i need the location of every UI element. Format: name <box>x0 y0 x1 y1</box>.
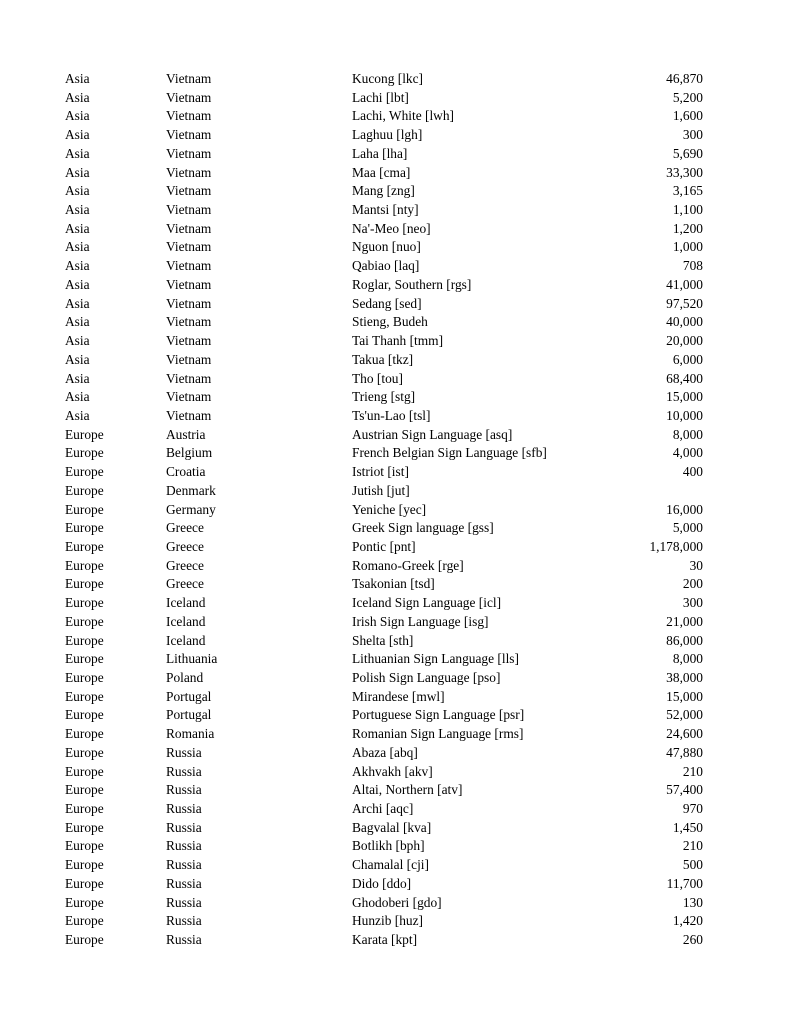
language-cell: Istriot [ist] <box>352 464 409 480</box>
country-cell: Russia <box>166 857 202 873</box>
continent-cell: Europe <box>65 464 104 480</box>
country-cell: Russia <box>166 932 202 948</box>
population-cell: 970 <box>682 801 703 817</box>
country-cell: Vietnam <box>166 276 212 292</box>
continent-cell: Europe <box>65 670 104 685</box>
continent-cell: Asia <box>65 258 90 274</box>
continent-cell: Asia <box>65 239 90 255</box>
continent-cell: Europe <box>65 445 104 461</box>
country-cell: Russia <box>166 894 202 910</box>
language-cell: Kucong [lkc] <box>352 71 424 86</box>
population-cell: 97,520 <box>666 295 703 311</box>
country-cell: Greece <box>166 538 204 554</box>
language-cell: Altai, Northern [atv] <box>352 782 463 798</box>
language-cell: Yeniche [yec] <box>352 501 427 517</box>
table-row <box>65 837 703 856</box>
population-cell: 400 <box>682 464 703 480</box>
table-row <box>65 632 703 651</box>
continent-cell: Asia <box>65 183 90 199</box>
continent-cell: Europe <box>65 632 104 648</box>
language-cell: Romanian Sign Language [rms] <box>352 726 524 742</box>
table-row <box>65 781 703 800</box>
continent-cell: Europe <box>65 857 104 873</box>
table-row <box>65 295 703 314</box>
continent-cell: Asia <box>65 295 90 311</box>
table-row <box>65 706 703 725</box>
table-row <box>65 332 703 351</box>
population-cell: 47,880 <box>666 744 703 760</box>
table-row <box>65 70 703 89</box>
continent-cell: Europe <box>65 707 104 723</box>
language-cell: Ts'un-Lao [tsl] <box>352 407 431 423</box>
population-cell: 708 <box>682 258 703 274</box>
table-row <box>65 220 703 239</box>
population-cell: 5,690 <box>672 145 703 161</box>
population-cell: 38,000 <box>666 670 703 685</box>
table-row <box>65 744 703 763</box>
table-row <box>65 407 703 426</box>
continent-cell: Asia <box>65 202 90 218</box>
language-cell: Lachi, White [lwh] <box>352 108 455 124</box>
population-cell: 8,000 <box>672 651 703 667</box>
table-row <box>65 107 703 126</box>
population-cell: 21,000 <box>666 613 703 629</box>
population-cell: 41,000 <box>666 276 703 292</box>
country-cell: Vietnam <box>166 71 212 86</box>
continent-cell: Asia <box>65 276 90 292</box>
language-cell: French Belgian Sign Language [sfb] <box>352 445 547 461</box>
population-cell: 15,000 <box>666 389 703 405</box>
population-cell: 1,000 <box>672 239 703 255</box>
population-cell: 1,420 <box>672 913 703 929</box>
continent-cell: Europe <box>65 520 104 536</box>
language-cell: Mang [zng] <box>352 183 415 199</box>
country-cell: Denmark <box>166 482 216 498</box>
population-cell: 30 <box>689 557 703 573</box>
language-cell: Stieng, Budeh <box>352 314 428 330</box>
country-cell: Russia <box>166 744 202 760</box>
continent-cell: Asia <box>65 71 90 86</box>
country-cell: Vietnam <box>166 89 212 105</box>
country-cell: Belgium <box>166 445 213 461</box>
population-cell: 260 <box>682 932 703 948</box>
country-cell: Croatia <box>166 464 206 480</box>
continent-cell: Europe <box>65 726 104 742</box>
population-cell: 6,000 <box>672 351 703 367</box>
continent-cell: Europe <box>65 595 104 611</box>
country-cell: Vietnam <box>166 351 212 367</box>
country-cell: Portugal <box>166 688 212 704</box>
continent-cell: Asia <box>65 89 90 105</box>
country-cell: Iceland <box>166 595 206 611</box>
table-row <box>65 164 703 183</box>
country-cell: Vietnam <box>166 183 212 199</box>
table-row <box>65 613 703 632</box>
language-cell: Takua [tkz] <box>352 351 414 367</box>
table-row <box>65 763 703 782</box>
table-row <box>65 650 703 669</box>
language-cell: Akhvakh [akv] <box>352 763 433 779</box>
population-cell: 57,400 <box>666 782 703 798</box>
population-cell: 10,000 <box>666 407 703 423</box>
language-cell: Greek Sign language [gss] <box>352 520 494 536</box>
country-cell: Vietnam <box>166 145 212 161</box>
table-row <box>65 856 703 875</box>
table-row <box>65 894 703 913</box>
language-cell: Dido [ddo] <box>352 875 412 891</box>
continent-cell: Europe <box>65 651 104 667</box>
continent-cell: Europe <box>65 819 104 835</box>
country-cell: Russia <box>166 819 202 835</box>
country-cell: Vietnam <box>166 220 212 236</box>
language-cell: Romano-Greek [rge] <box>352 557 464 573</box>
language-cell: Trieng [stg] <box>352 389 416 405</box>
continent-cell: Europe <box>65 613 104 629</box>
population-cell: 5,200 <box>672 89 703 105</box>
language-cell: Iceland Sign Language [icl] <box>352 595 502 611</box>
continent-cell: Asia <box>65 407 90 423</box>
country-cell: Vietnam <box>166 108 212 124</box>
language-cell: Karata [kpt] <box>352 932 418 948</box>
country-cell: Russia <box>166 913 202 929</box>
population-cell: 3,165 <box>672 183 703 199</box>
table-row <box>65 819 703 838</box>
continent-cell: Europe <box>65 763 104 779</box>
continent-cell: Europe <box>65 782 104 798</box>
population-cell: 86,000 <box>666 632 703 648</box>
country-cell: Portugal <box>166 707 212 723</box>
continent-cell: Europe <box>65 932 104 948</box>
language-cell: Maa [cma] <box>352 164 411 180</box>
country-cell: Iceland <box>166 632 206 648</box>
language-cell: Lithuanian Sign Language [lls] <box>352 651 519 667</box>
country-cell: Germany <box>166 501 216 517</box>
population-cell: 300 <box>682 127 703 143</box>
language-cell: Portuguese Sign Language [psr] <box>352 707 525 723</box>
population-cell: 24,600 <box>666 726 703 742</box>
table-row <box>65 257 703 276</box>
language-cell: Ghodoberi [gdo] <box>352 894 442 910</box>
population-cell: 68,400 <box>666 370 703 386</box>
table-row <box>65 426 703 445</box>
language-cell: Archi [aqc] <box>352 801 414 817</box>
country-cell: Russia <box>166 782 202 798</box>
table-row <box>65 482 703 501</box>
continent-cell: Asia <box>65 333 90 349</box>
language-cell: Botlikh [bph] <box>352 838 425 854</box>
country-cell: Poland <box>166 670 204 685</box>
language-cell: Tho [tou] <box>352 370 403 386</box>
table-row <box>65 557 703 576</box>
language-cell: Polish Sign Language [pso] <box>352 670 501 685</box>
population-cell: 8,000 <box>672 426 703 442</box>
continent-cell: Asia <box>65 351 90 367</box>
population-cell: 1,178,000 <box>649 538 703 554</box>
language-cell: Irish Sign Language [isg] <box>352 613 489 629</box>
country-cell: Russia <box>166 801 202 817</box>
continent-cell: Asia <box>65 389 90 405</box>
population-cell: 5,000 <box>672 520 703 536</box>
table-row <box>65 276 703 295</box>
country-cell: Vietnam <box>166 239 212 255</box>
language-cell: Hunzib [huz] <box>352 913 424 929</box>
language-cell: Laghuu [lgh] <box>352 127 423 143</box>
table-row <box>65 313 703 332</box>
table-row <box>65 126 703 145</box>
country-cell: Vietnam <box>166 258 212 274</box>
language-cell: Lachi [lbt] <box>352 89 409 105</box>
language-cell: Nguon [nuo] <box>352 239 421 255</box>
table-row <box>65 370 703 389</box>
language-cell: Sedang [sed] <box>352 295 422 311</box>
population-cell: 1,100 <box>672 202 703 218</box>
continent-cell: Europe <box>65 426 104 442</box>
country-cell: Vietnam <box>166 370 212 386</box>
table-row <box>65 444 703 463</box>
continent-cell: Europe <box>65 538 104 554</box>
country-cell: Lithuania <box>166 651 218 667</box>
language-cell: Na'-Meo [neo] <box>352 220 431 236</box>
language-cell: Laha [lha] <box>352 145 408 161</box>
continent-cell: Europe <box>65 838 104 854</box>
table-row <box>65 594 703 613</box>
table-row <box>65 182 703 201</box>
population-cell: 15,000 <box>666 688 703 704</box>
table-row <box>65 538 703 557</box>
country-cell: Vietnam <box>166 407 212 423</box>
country-cell: Russia <box>166 875 202 891</box>
continent-cell: Asia <box>65 314 90 330</box>
table-row <box>65 931 703 950</box>
country-cell: Vietnam <box>166 314 212 330</box>
country-cell: Vietnam <box>166 164 212 180</box>
table-row <box>65 688 703 707</box>
population-cell: 1,200 <box>672 220 703 236</box>
table-row <box>65 238 703 257</box>
country-cell: Iceland <box>166 613 206 629</box>
population-cell: 40,000 <box>666 314 703 330</box>
table-row <box>65 501 703 520</box>
population-cell: 33,300 <box>666 164 703 180</box>
country-cell: Vietnam <box>166 127 212 143</box>
population-cell: 210 <box>682 763 703 779</box>
table-row <box>65 388 703 407</box>
language-cell: Bagvalal [kva] <box>352 819 432 835</box>
continent-cell: Europe <box>65 894 104 910</box>
country-cell: Greece <box>166 557 204 573</box>
language-cell: Tai Thanh [tmm] <box>352 333 444 349</box>
country-cell: Austria <box>166 426 206 442</box>
continent-cell: Europe <box>65 501 104 517</box>
population-cell: 1,600 <box>672 108 703 124</box>
language-cell: Chamalal [cji] <box>352 857 429 873</box>
table-row <box>65 463 703 482</box>
population-cell: 130 <box>682 894 703 910</box>
population-cell: 46,870 <box>666 71 703 86</box>
table-row <box>65 519 703 538</box>
table-row <box>65 351 703 370</box>
population-cell: 300 <box>682 595 703 611</box>
language-cell: Abaza [abq] <box>352 744 418 760</box>
continent-cell: Asia <box>65 145 90 161</box>
continent-cell: Europe <box>65 482 104 498</box>
language-table <box>65 70 703 950</box>
population-cell: 1,450 <box>672 819 703 835</box>
continent-cell: Asia <box>65 164 90 180</box>
language-cell: Jutish [jut] <box>352 482 410 498</box>
table-row <box>65 912 703 931</box>
country-cell: Russia <box>166 838 202 854</box>
country-cell: Greece <box>166 576 204 592</box>
language-cell: Roglar, Southern [rgs] <box>352 276 472 292</box>
population-cell: 200 <box>682 576 703 592</box>
country-cell: Vietnam <box>166 202 212 218</box>
continent-cell: Asia <box>65 127 90 143</box>
population-cell: 52,000 <box>666 707 703 723</box>
country-cell: Romania <box>166 726 215 742</box>
continent-cell: Europe <box>65 801 104 817</box>
continent-cell: Asia <box>65 108 90 124</box>
continent-cell: Europe <box>65 875 104 891</box>
language-cell: Shelta [sth] <box>352 632 414 648</box>
population-cell: 11,700 <box>666 875 703 891</box>
language-cell: Tsakonian [tsd] <box>352 576 435 592</box>
population-cell <box>623 482 703 501</box>
continent-cell: Europe <box>65 576 104 592</box>
table-row <box>65 575 703 594</box>
language-cell: Pontic [pnt] <box>352 538 416 554</box>
language-cell: Mantsi [nty] <box>352 202 419 218</box>
country-cell: Vietnam <box>166 333 212 349</box>
table-row <box>65 725 703 744</box>
continent-cell: Asia <box>65 370 90 386</box>
country-cell: Greece <box>166 520 204 536</box>
country-cell: Vietnam <box>166 295 212 311</box>
table-row <box>65 89 703 108</box>
continent-cell: Europe <box>65 913 104 929</box>
language-cell: Qabiao [laq] <box>352 258 420 274</box>
language-cell: Mirandese [mwl] <box>352 688 445 704</box>
continent-cell: Europe <box>65 744 104 760</box>
table-row <box>65 800 703 819</box>
country-cell: Vietnam <box>166 389 212 405</box>
population-cell: 20,000 <box>666 333 703 349</box>
country-cell: Russia <box>166 763 202 779</box>
continent-cell: Europe <box>65 557 104 573</box>
table-row <box>65 669 703 688</box>
population-cell: 4,000 <box>672 445 703 461</box>
population-cell: 500 <box>682 857 703 873</box>
table-row <box>65 201 703 220</box>
population-cell: 210 <box>682 838 703 854</box>
table-row <box>65 145 703 164</box>
continent-cell: Europe <box>65 688 104 704</box>
table-row <box>65 875 703 894</box>
language-cell: Austrian Sign Language [asq] <box>352 426 513 442</box>
population-cell: 16,000 <box>666 501 703 517</box>
continent-cell: Asia <box>65 220 90 236</box>
